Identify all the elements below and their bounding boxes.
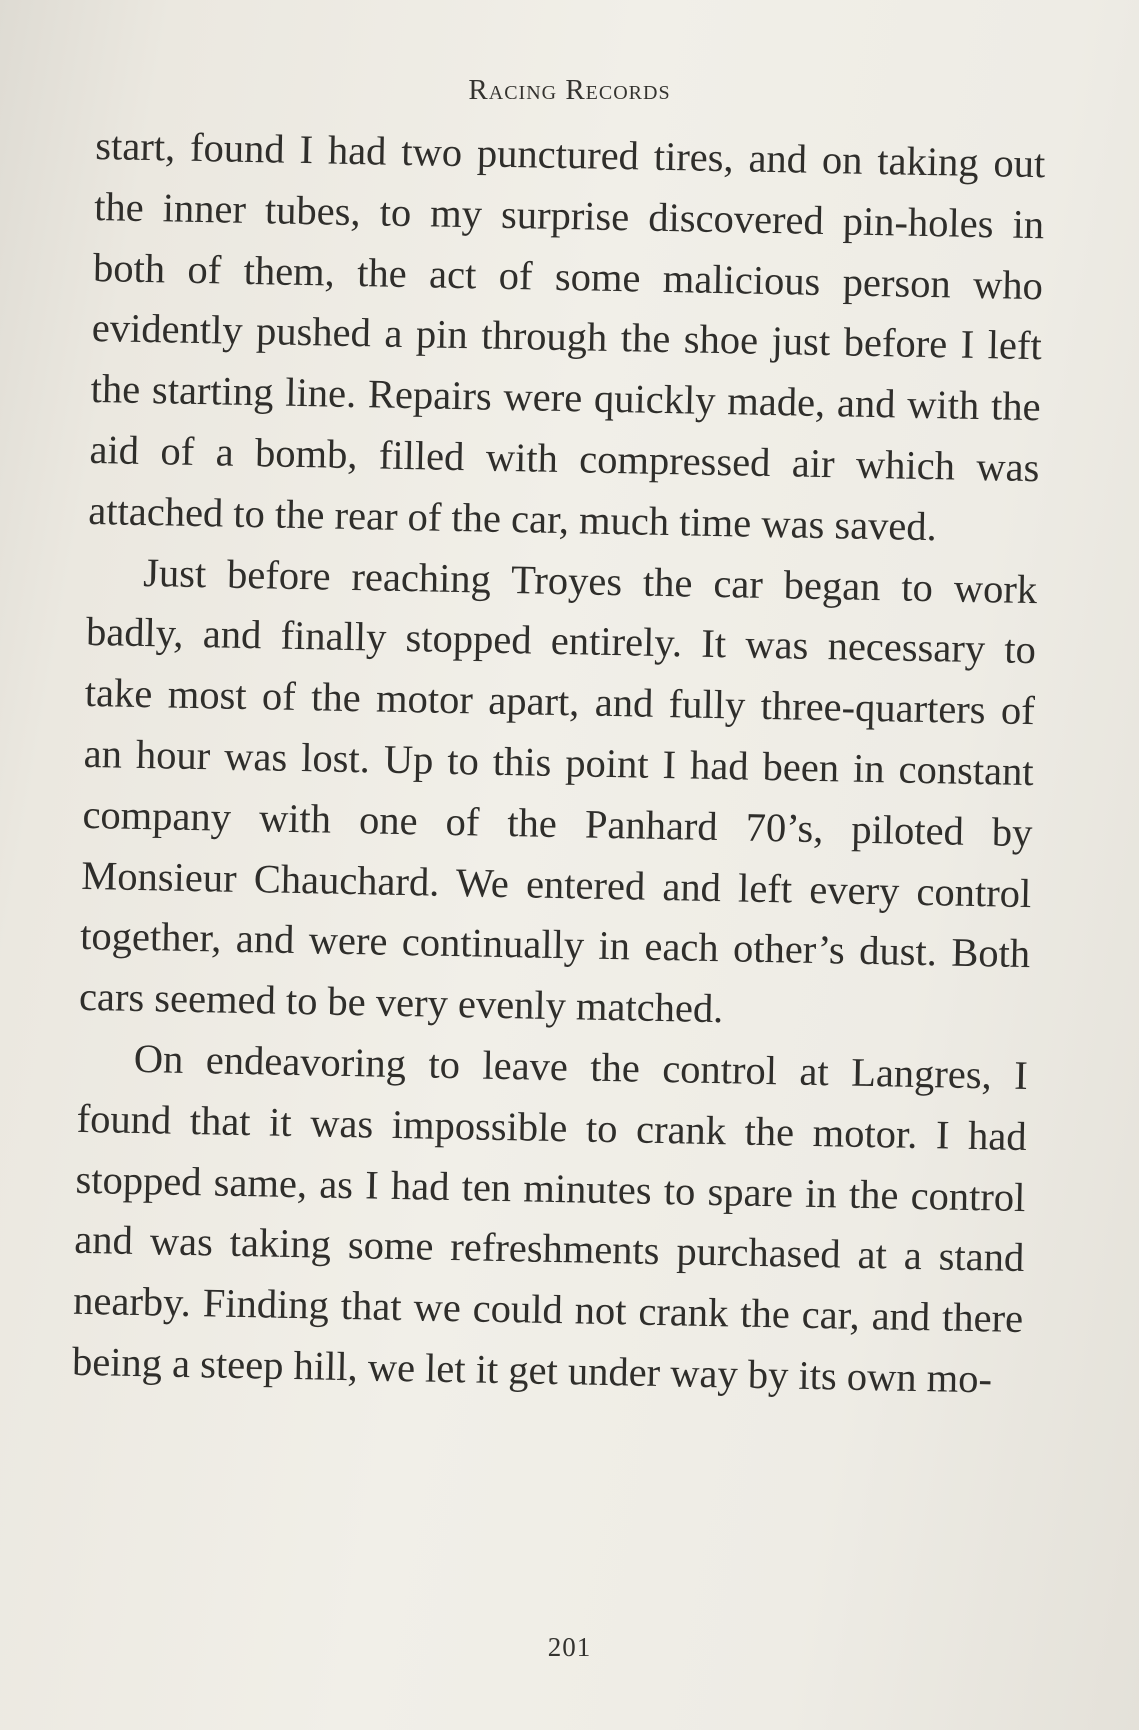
paragraph-langres: On endeavoring to leave the control at Langres, I found that it was impossible to crank the motor. I had stopped same, as I had ten minutes to spare in the control and was taking some refreshments purchased at a stand nearby. Finding that we could not crank the car, and there being a steep hill, we let it get under way by its own mo- [71, 1035, 1029, 1402]
running-head: Racing Records [468, 74, 671, 106]
body-text [71, 116, 1045, 1411]
paragraph-continuation: start, found I had two punctured tires, and on taking out the inner tubes, to my surprise discovered pin-holes in both of them, the act of some malicious person who evidently pushed a pin through the shoe just before I left the starting line. Repairs were quickly made, and with the aid of a bomb, filled with compressed air which was attached to the rear of the car, much time was saved. [87, 122, 1046, 549]
page-number: 201 [547, 1632, 592, 1662]
paragraph-troyes: Just before reaching Troyes the car began to work badly, and finally stopped entirely. It was necessary to take most of the motor apart, and fully three-quarters of an hour was lost. Up to this point I had been in constant company with one of the Panhard 70’s, piloted by Monsieur Chauchard. We entered and left every control together, and were continually in each other’s dust. Both cars seemed to be very evenly matched. [78, 549, 1038, 1032]
